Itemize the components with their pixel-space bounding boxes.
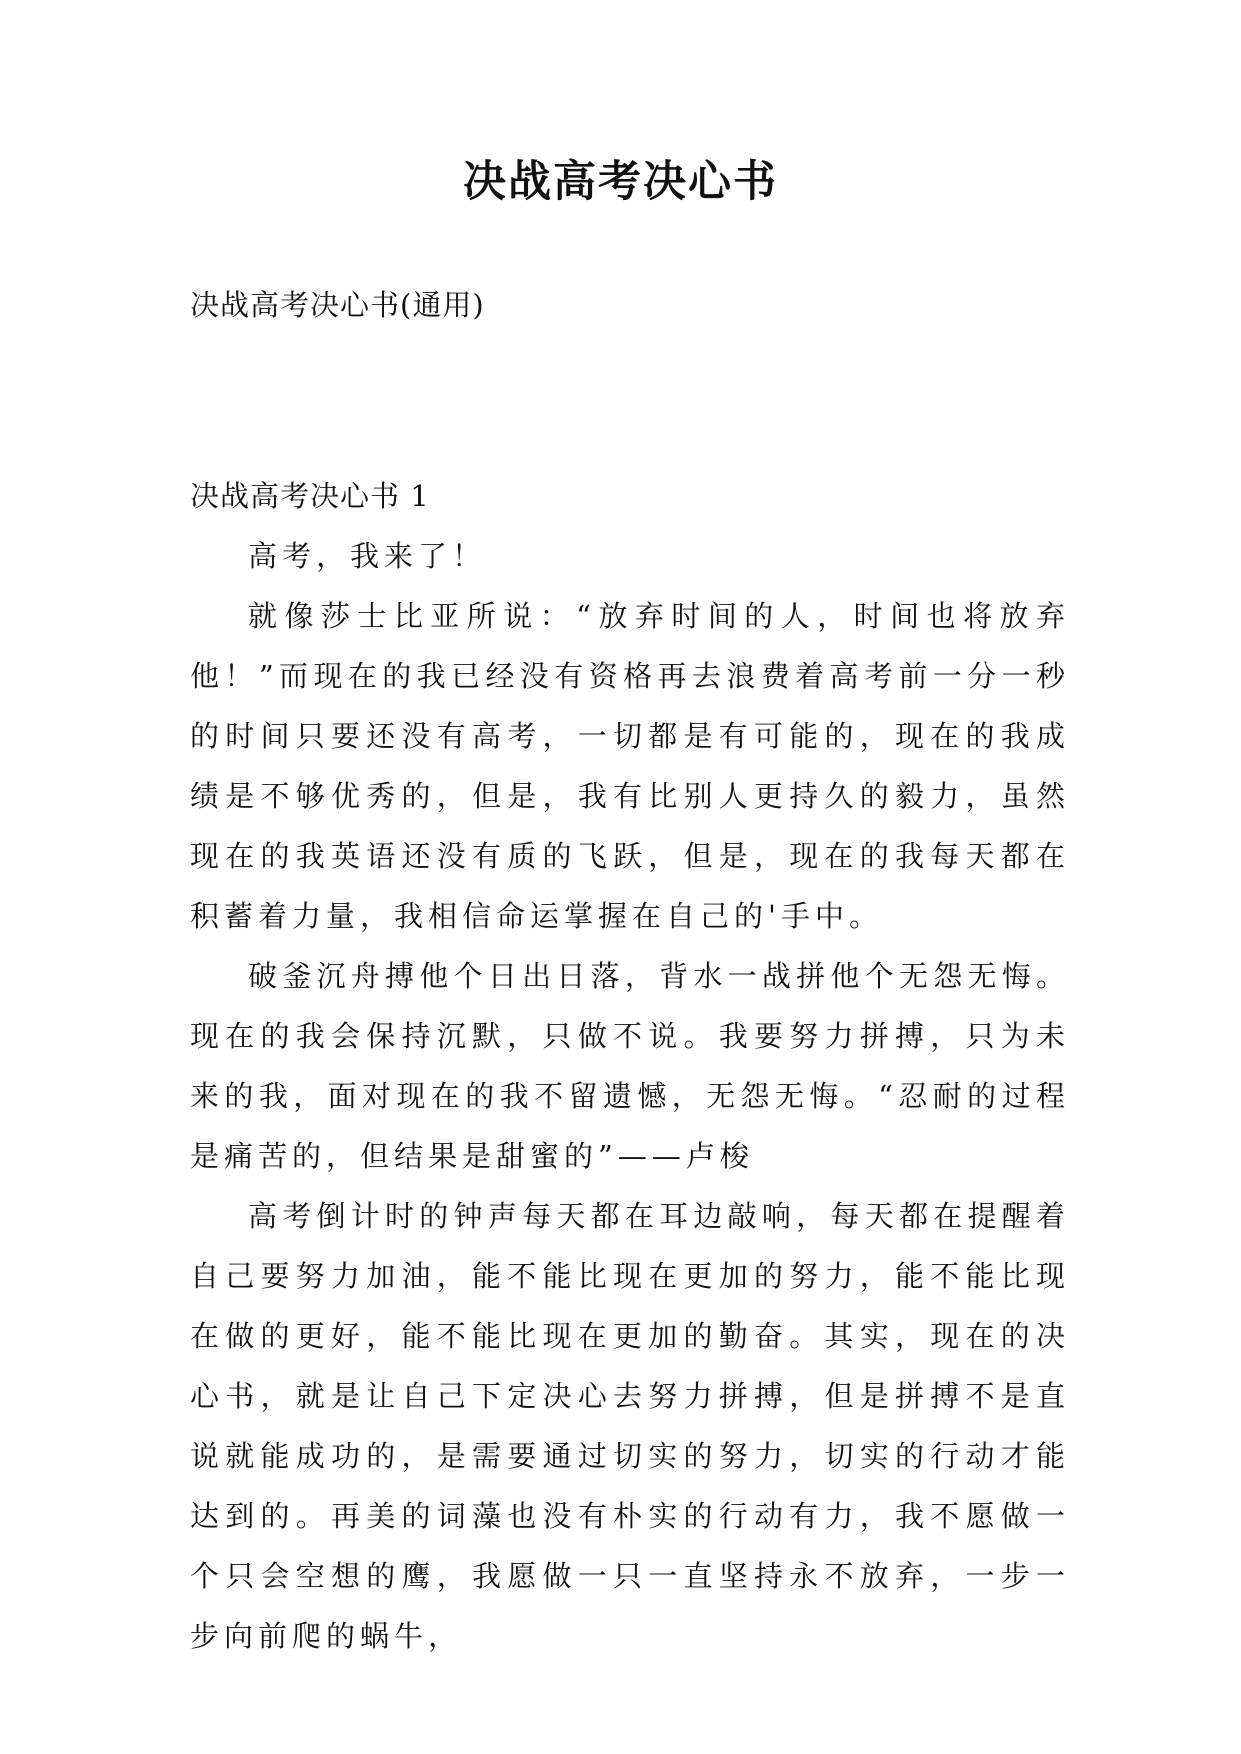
paragraph-2: 就像莎士比亚所说：“放弃时间的人，时间也将放弃他！”而现在的我已经没有资格再去浪费着高考前一分一秒的时间只要还没有高考，一切都是有可能的，现在的我成绩是不够优秀的，但是，我有比别人更持久的毅力，虽然现在的我英语还没有质的飞跃，但是，现在的我每天都在积蓄着力量，我相信命运掌握在自己的'手中。 [190, 599, 1070, 933]
document-subtitle: 决战高考决心书(通用) [190, 288, 485, 322]
document-body [190, 466, 1070, 1666]
document-title: 决战高考决心书 [463, 157, 778, 207]
paragraph-3: 破釜沉舟搏他个日出日落，背水一战拼他个无怨无悔。现在的我会保持沉默，只做不说。我要努力拼搏，只为未来的我，面对现在的我不留遗憾，无怨无悔。“忍耐的过程是痛苦的，但结果是甜蜜的”——卢梭 [190, 959, 1070, 1173]
paragraph-1: 高考，我来了！ [248, 539, 487, 573]
section-heading: 决战高考决心书 1 [190, 479, 430, 513]
paragraph-4: 高考倒计时的钟声每天都在耳边敲响，每天都在提醒着自己要努力加油，能不能比现在更加的努力，能不能比现在做的更好，能不能比现在更加的勤奋。其实，现在的决心书，就是让自己下定决心去努力拼搏，但是拼搏不是直说就能成功的，是需要通过切实的努力，切实的行动才能达到的。再美的词藻也没有朴实的行动有力，我不愿做一个只会空想的鹰，我愿做一只一直坚持永不放弃，一步一步向前爬的蜗牛， [190, 1199, 1070, 1653]
